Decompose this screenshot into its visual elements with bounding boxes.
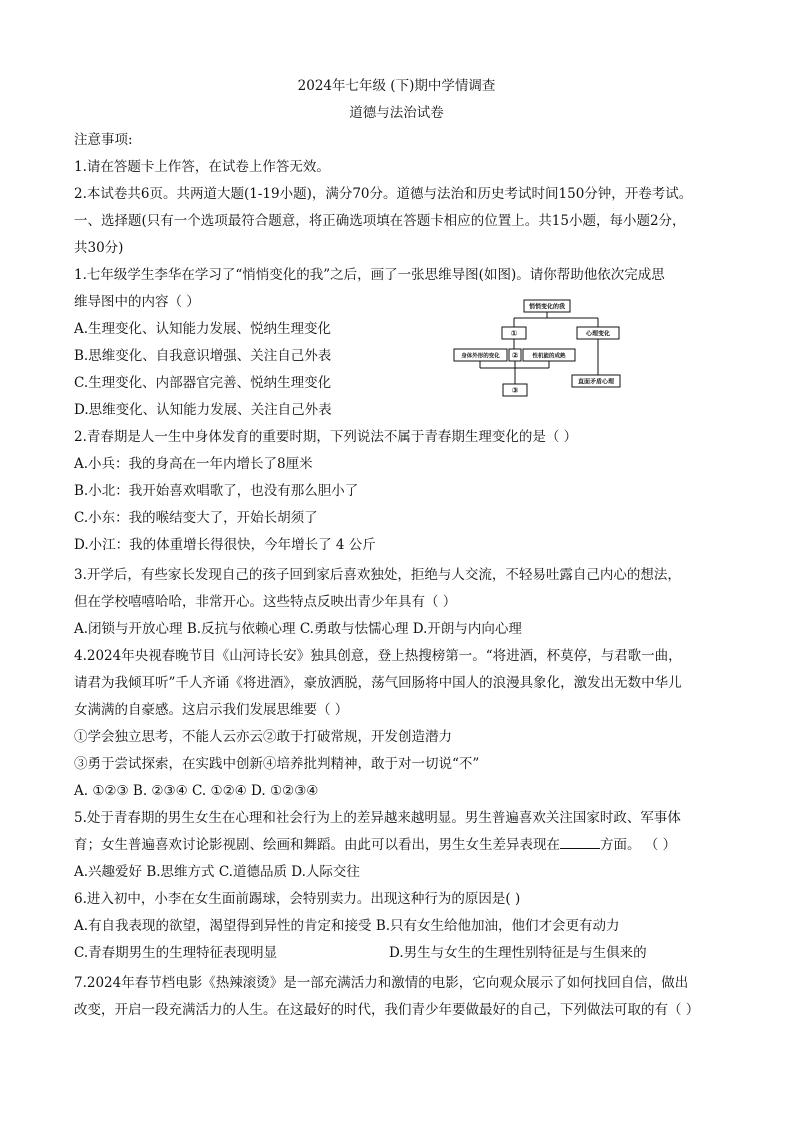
question-4-items-2: ③勇于尝试探索，在实践中创新④培养批判精神，敢于对一切说“不” <box>74 756 480 772</box>
question-3-options: A.闭锁与开放心理 B.反抗与依赖心理 C.勇敢与怯懦心理 D.开朗与内向心理 <box>74 621 522 637</box>
fill-blank <box>560 836 600 849</box>
mind-map-diagram <box>450 296 640 400</box>
question-6-option-d: D.男生与女生的生理性别特征是与生俱来的 <box>389 945 647 961</box>
question-2-option-c: C.小东：我的喉结变大了，开始长胡须了 <box>74 510 318 526</box>
notes-heading: 注意事项: <box>74 132 133 148</box>
diagram-body-label: 身体外形的变化 <box>461 353 500 360</box>
question-2-option-b: B.小北：我开始喜欢唱歌了，也没有那么胆小了 <box>74 483 359 499</box>
question-4-items-1: ①学会独立思考，不能人云亦云②敢于打破常规，开发创造潜力 <box>74 729 452 745</box>
question-1-option-a: A.生理变化、认知能力发展、悦纳生理变化 <box>74 321 332 337</box>
question-4-stem-cont-2: 女满满的自豪感。这启示我们发展思维要（ ） <box>74 702 349 718</box>
diagram-node-1: ① <box>510 329 518 338</box>
exam-title: 2024年七年级 (下)期中学情调查 <box>297 78 496 94</box>
diagram-node-3: ③ <box>511 386 519 395</box>
question-5-stem-cont <box>74 836 676 854</box>
question-5-stem-part-a: 育；女生普遍喜欢讨论影视剧、绘画和舞蹈。由此可以看出，男生女生差异表现在 <box>74 837 560 853</box>
question-6-stem: 6.进入初中，小李在女生面前踢球，会特别卖力。出现这种行为的原因是( ) <box>74 891 521 907</box>
question-1-stem-cont: 维导图中的内容（ ） <box>74 294 200 310</box>
question-1-option-b: B.思维变化、自我意识增强、关注自己外表 <box>74 348 332 364</box>
question-7-stem: 7.2024年春节档电影《热辣滚烫》是一部充满活力和激情的电影，它向观众展示了如何找回自信，做出 <box>74 975 689 991</box>
diagram-face-label: 直面矛盾心理 <box>577 378 615 386</box>
question-1-option-d: D.思维变化、认知能力发展、关注自己外表 <box>74 402 332 418</box>
question-1-stem: 1.七年级学生李华在学习了“悄悄变化的我”之后，画了一张思维导图(如图)。请你帮助他依次完成思 <box>74 267 665 283</box>
question-5-options: A.兴趣爱好 B.思维方式 C.道德品质 D.人际交往 <box>74 864 360 880</box>
diagram-sex-label: 性机能的成熟 <box>532 353 566 360</box>
section-heading: 一、选择题(只有一个选项最符合题意，将正确选项填在答题卡相应的位置上。共15小题，每小题2分， <box>74 213 686 229</box>
question-4-stem: 4.2024年央视春晚节目《山河诗长安》独具创意，登上热搜榜第一。“将进酒，杯莫停，与君歌一曲， <box>74 648 682 664</box>
question-5-stem: 5.处于青春期的男生女生在心理和社会行为上的差异越来越明显。男生普遍喜欢关注国家时政、军事体 <box>74 810 681 826</box>
question-1-option-c: C.生理变化、内部器官完善、悦纳生理变化 <box>74 375 332 391</box>
note-item-1: 1.请在答题卡上作答，在试卷上作答无效。 <box>74 159 330 175</box>
question-6-options-ab: A.有自我表现的欲望，渴望得到异性的肯定和接受 B.只有女生给他加油，他们才会更有动力 <box>74 918 620 934</box>
question-3-stem: 3.开学后，有些家长发现自己的孩子回到家后喜欢独处，拒绝与人交流，不轻易吐露自己内心的想法， <box>74 567 681 583</box>
question-4-stem-cont: 请君为我倾耳听”千人齐诵《将进酒》，豪放洒脱，荡气回肠将中国人的浪漫具象化，激发出无数中华儿 <box>74 675 682 691</box>
question-5-stem-part-b: 方面。 （ ） <box>600 837 677 853</box>
question-7-stem-cont: 改变，开启一段充满活力的人生。在这最好的时代，我们青少年要做最好的自己，下列做法可取的有（ ） <box>74 1002 700 1018</box>
note-item-2: 2.本试卷共6页。共两道大题(1-19小题)，满分70分。道德与法治和历史考试时间150分钟，开卷考试。 <box>74 186 693 202</box>
question-2-stem: 2.青春期是人一生中身体发育的重要时期，下列说法不属于青春期生理变化的是（ ） <box>74 429 578 445</box>
section-heading-cont: 共30分) <box>74 240 124 256</box>
question-2-option-d: D.小江：我的体重增长得很快，今年增长了 4 公斤 <box>74 537 376 553</box>
question-6-option-c: C.青春期男生的生理特征表现明显 <box>74 945 278 961</box>
exam-subtitle: 道德与法治试卷 <box>349 105 444 121</box>
diagram-node-2: ② <box>511 351 519 360</box>
diagram-psych-label: 心理变化 <box>585 330 611 338</box>
question-4-options: A. ①②③ B. ②③④ C. ①②④ D. ①②③④ <box>74 783 319 799</box>
question-2-option-a: A.小兵：我的身高在一年内增长了8厘米 <box>74 456 313 472</box>
diagram-root-label: 悄悄变化的我 <box>528 303 566 311</box>
question-3-stem-cont: 但在学校嘻嘻哈哈，非常开心。这些特点反映出青少年具有（ ） <box>74 594 457 610</box>
